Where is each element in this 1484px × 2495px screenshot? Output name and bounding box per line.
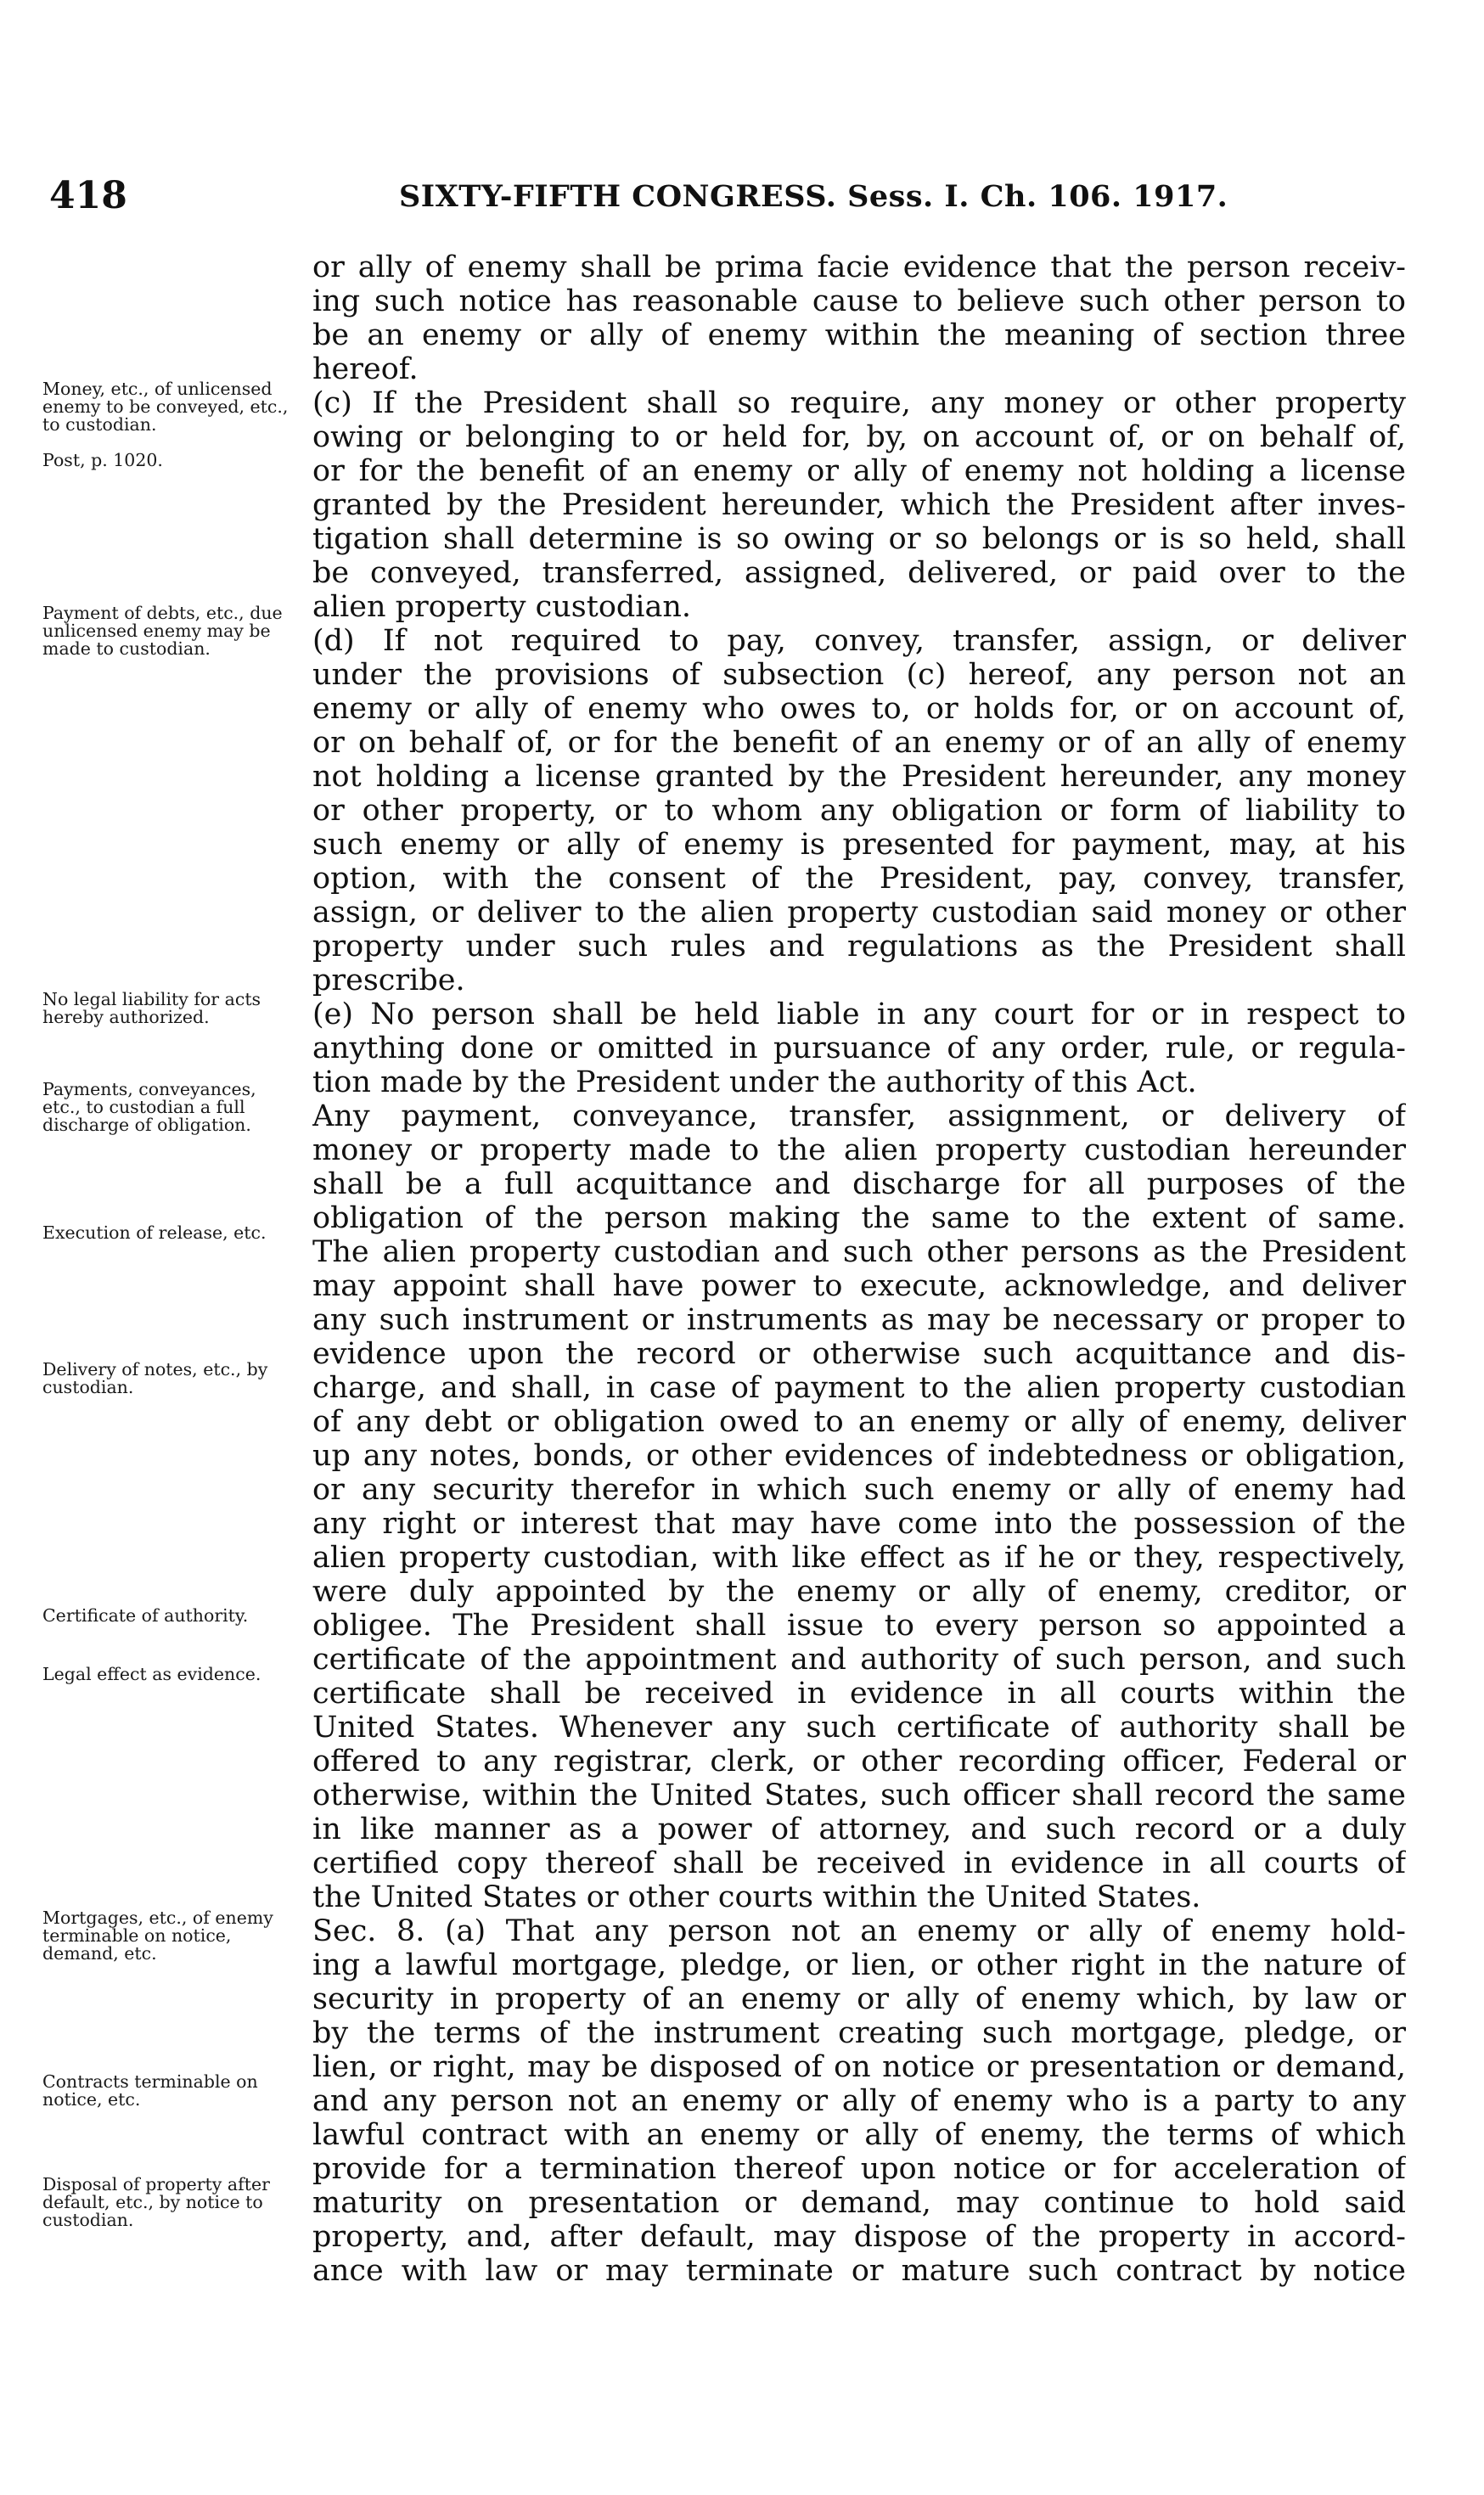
text-line: (d) If not required to pay, convey, transfer, assign, or deliver — [312, 624, 1406, 658]
text-line: Sec. 8. (a) That any person not an enemy or ally of enemy hold- — [312, 1914, 1406, 1948]
text-line: be conveyed, transferred, assigned, delivered, or paid over to the — [312, 556, 1406, 590]
text-line: alien property custodian, with like effect as if he or they, respectively, — [312, 1541, 1406, 1575]
text-line: anything done or omitted in pursuance of any order, rule, or regula- — [312, 1031, 1406, 1065]
margin-note-delivery: Delivery of notes, etc., by custodian. — [42, 1359, 268, 1397]
text-line: assign, or deliver to the alien property custodian said money or other — [312, 896, 1406, 930]
text-line: obligation of the person making the same to the extent of same. — [312, 1201, 1406, 1235]
text-line: by the terms of the instrument creating such mortgage, pledge, or — [312, 2016, 1406, 2050]
text-line: under the provisions of subsection (c) hereof, any person not an — [312, 658, 1406, 692]
margin-note-certificate: Certificate of authority. — [42, 1605, 249, 1626]
text-line: lawful contract with an enemy or ally of enemy, the terms of which — [312, 2118, 1406, 2152]
text-line: any such instrument or instruments as may be necessary or proper to — [312, 1303, 1406, 1337]
text-line: or for the benefit of an enemy or ally of enemy not holding a license — [312, 454, 1406, 488]
text-line: ing such notice has reasonable cause to believe such other person to — [312, 284, 1406, 318]
text-line: may appoint shall have power to execute, acknowledge, and deliver — [312, 1269, 1406, 1303]
text-line: charge, and shall, in case of payment to the alien property custodian — [312, 1371, 1406, 1405]
text-line: and any person not an enemy or ally of enemy who is a party to any — [312, 2084, 1406, 2118]
text-line: ing a lawful mortgage, pledge, or lien, or other right in the nature of — [312, 1948, 1406, 1982]
running-title: SIXTY-FIFTH CONGRESS. Sess. I. Ch. 106. 1917. — [399, 179, 1228, 214]
text-line: granted by the President hereunder, which the President after inves- — [312, 488, 1406, 522]
margin-note-execution: Execution of release, etc. — [42, 1222, 267, 1243]
text-line: security in property of an enemy or ally of enemy which, by law or — [312, 1982, 1406, 2016]
margin-note-disposal: Disposal of property after default, etc., by notice to custodian. — [42, 2174, 270, 2230]
text-line: United States. Whenever any such certificate of authority shall be — [312, 1711, 1406, 1745]
text-line: property under such rules and regulations as the President shall — [312, 930, 1406, 964]
text-line: (c) If the President shall so require, any money or other property — [312, 386, 1406, 420]
text-line: any right or interest that may have come into the possession of the — [312, 1507, 1406, 1541]
text-line: in like manner as a power of attorney, and such record or a duly — [312, 1812, 1406, 1846]
text-line: tion made by the President under the authority of this Act. — [312, 1065, 1197, 1099]
text-line: were duly appointed by the enemy or ally of enemy, creditor, or — [312, 1575, 1406, 1609]
text-line: (e) No person shall be held liable in any court for or in respect to — [312, 997, 1406, 1031]
text-line: ance with law or may terminate or mature such contract by notice — [312, 2254, 1406, 2288]
margin-note-legal-effect: Legal effect as evidence. — [42, 1664, 261, 1684]
text-line: option, with the consent of the President, pay, convey, transfer, — [312, 862, 1406, 896]
text-line: the United States or other courts within the United States. — [312, 1880, 1201, 1914]
page-number: 418 — [49, 174, 127, 217]
text-line: certificate of the appointment and authority of such person, and such — [312, 1643, 1406, 1677]
text-line: prescribe. — [312, 964, 465, 997]
margin-note-post: Post, p. 1020. — [42, 450, 163, 470]
text-line: or on behalf of, or for the benefit of an enemy or of an ally of enemy — [312, 726, 1406, 760]
text-line: such enemy or ally of enemy is presented for payment, may, at his — [312, 828, 1406, 862]
text-line: shall be a full acquittance and discharge for all purposes of the — [312, 1167, 1406, 1201]
text-line: up any notes, bonds, or other evidences of indebtedness or obligation, — [312, 1439, 1406, 1473]
margin-note-contracts: Contracts terminable on notice, etc. — [42, 2071, 258, 2110]
text-line: certified copy thereof shall be received in evidence in all courts of — [312, 1846, 1406, 1880]
text-line: evidence upon the record or otherwise such acquittance and dis- — [312, 1337, 1406, 1371]
text-line: offered to any registrar, clerk, or other recording officer, Federal or — [312, 1745, 1406, 1779]
text-line: certificate shall be received in evidence in all courts within the — [312, 1677, 1406, 1711]
running-header — [0, 174, 1484, 225]
margin-note-payments: Payments, conveyances, etc., to custodian a full discharge of obligation. — [42, 1079, 256, 1135]
text-line: of any debt or obligation owed to an enemy or ally of enemy, deliver — [312, 1405, 1406, 1439]
text-line: lien, or right, may be disposed of on notice or presentation or demand, — [312, 2050, 1406, 2084]
text-line: be an enemy or ally of enemy within the meaning of section three — [312, 318, 1406, 352]
statute-body-text — [312, 250, 1406, 2288]
text-line: Any payment, conveyance, transfer, assignment, or delivery of — [312, 1099, 1406, 1133]
text-line: tigation shall determine is so owing or so belongs or is so held, shall — [312, 522, 1406, 556]
text-line: hereof. — [312, 352, 419, 386]
text-line: otherwise, within the United States, such officer shall record the same — [312, 1779, 1406, 1812]
text-line: money or property made to the alien property custodian hereunder — [312, 1133, 1406, 1167]
text-line: The alien property custodian and such other persons as the President — [312, 1235, 1406, 1269]
text-line: not holding a license granted by the President hereunder, any money — [312, 760, 1406, 794]
text-line: obligee. The President shall issue to every person so appointed a — [312, 1609, 1406, 1643]
text-line: or other property, or to whom any obligation or form of liability to — [312, 794, 1406, 828]
margin-note-mortgages: Mortgages, etc., of enemy terminable on notice, demand, etc. — [42, 1908, 273, 1964]
text-line: or ally of enemy shall be prima facie evidence that the person receiv- — [312, 250, 1406, 284]
text-line: maturity on presentation or demand, may continue to hold said — [312, 2186, 1406, 2220]
margin-note-no-liability: No legal liability for acts hereby authorized. — [42, 989, 261, 1027]
text-line: provide for a termination thereof upon notice or for acceleration of — [312, 2152, 1406, 2186]
text-line: enemy or ally of enemy who owes to, or holds for, or on account of, — [312, 692, 1406, 726]
text-line: or any security therefor in which such enemy or ally of enemy had — [312, 1473, 1406, 1507]
margin-note-payment-debts: Payment of debts, etc., due unlicensed enemy may be made to custodian. — [42, 603, 283, 659]
text-line: alien property custodian. — [312, 590, 692, 624]
text-line: property, and, after default, may dispose of the property in accord- — [312, 2220, 1406, 2254]
margin-note-money: Money, etc., of unlicensed enemy to be conveyed, etc., to custodian. — [42, 379, 289, 435]
text-line: owing or belonging to or held for, by, on account of, or on behalf of, — [312, 420, 1406, 454]
